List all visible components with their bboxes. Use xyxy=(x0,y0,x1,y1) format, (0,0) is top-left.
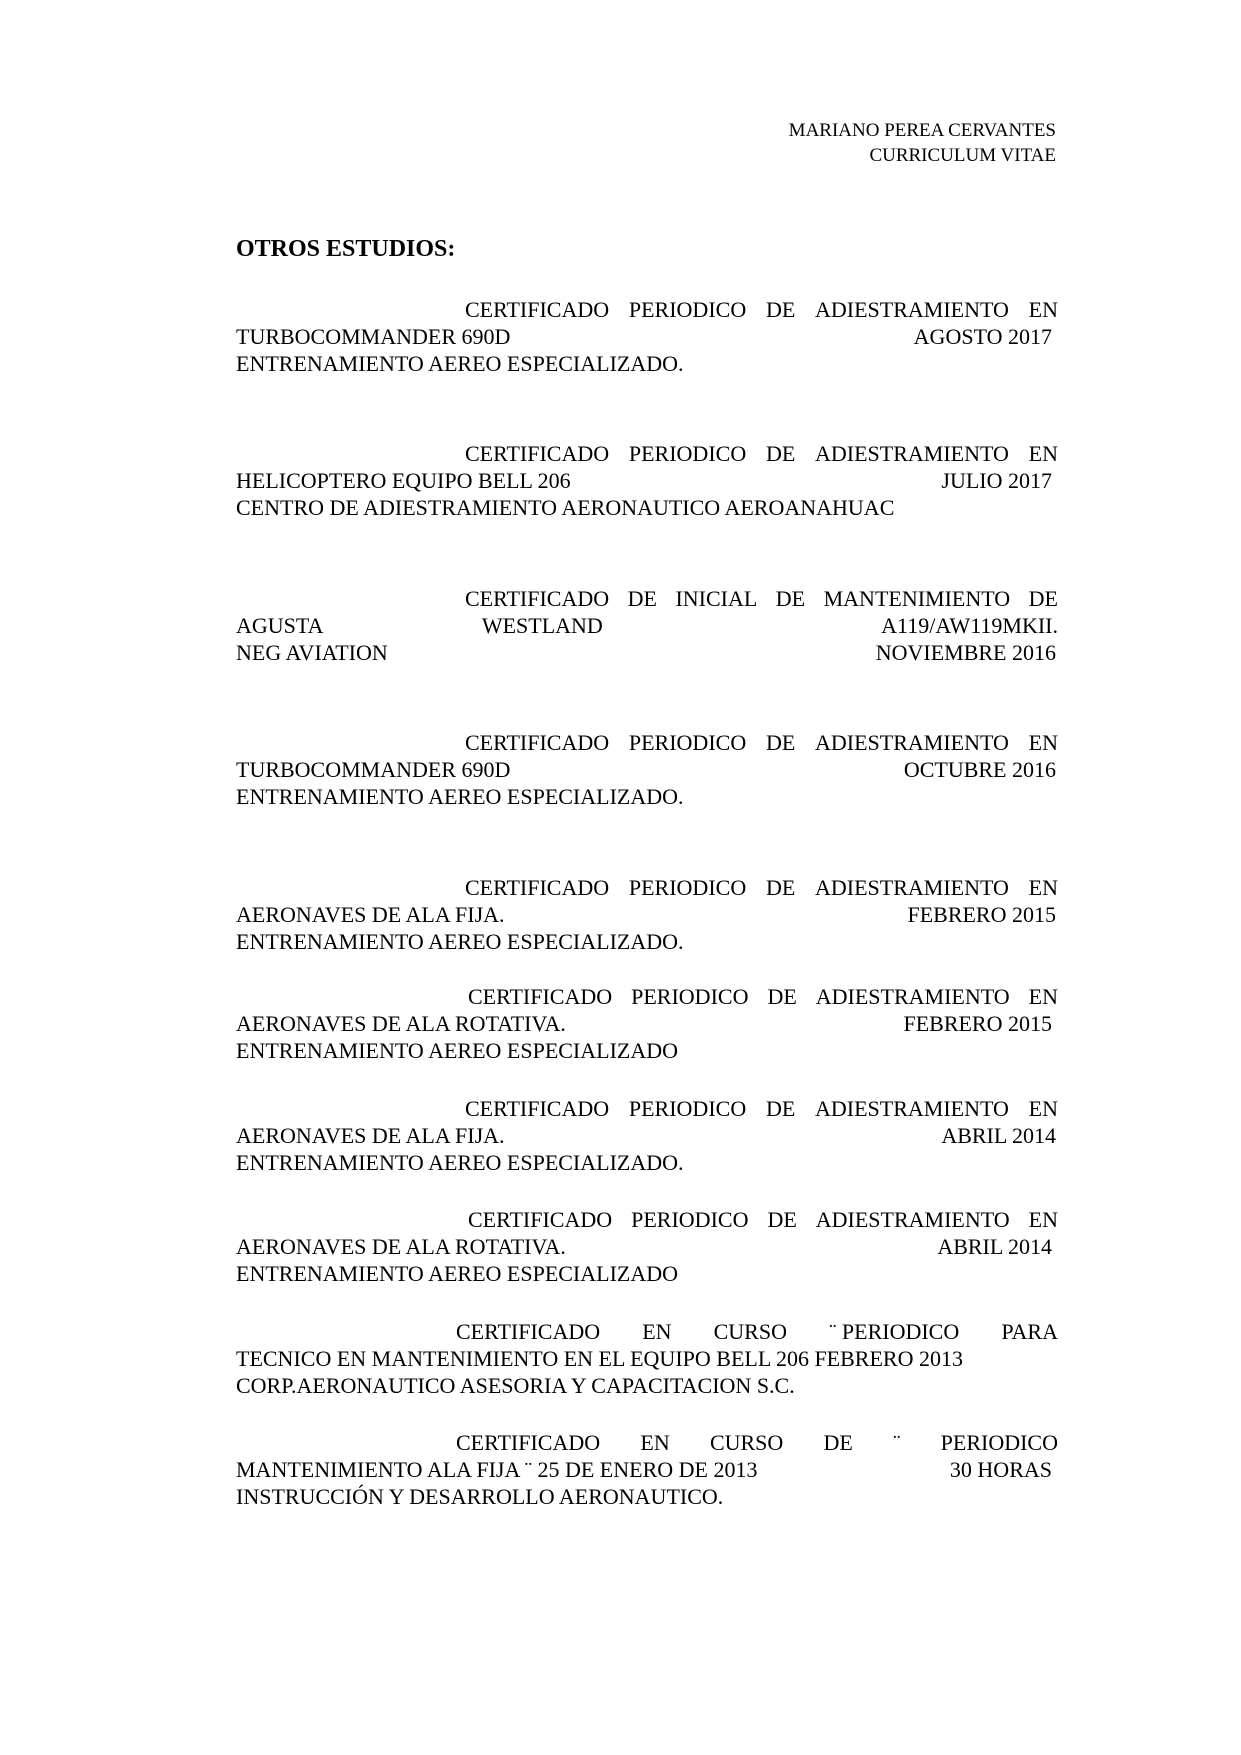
entry-line-3 xyxy=(236,639,1058,666)
study-entry xyxy=(236,983,1058,1064)
institution: ENTRENAMIENTO AEREO ESPECIALIZADO. xyxy=(236,929,684,954)
entry-line-1: CERTIFICADO PERIODICO DE ADIESTRAMIENTO EN xyxy=(468,984,1058,1009)
study-entry xyxy=(236,1429,1058,1510)
entry-line-1: CERTIFICADO EN CURSO ¨ PERIODICO PARA xyxy=(456,1319,1058,1344)
course-date: OCTUBRE 2016 xyxy=(903,757,1056,782)
entry-line-1: CERTIFICADO PERIODICO DE ADIESTRAMIENTO EN xyxy=(465,441,1058,466)
entry-line-2 xyxy=(236,756,1058,783)
course-name: HELICOPTERO EQUIPO BELL 206 xyxy=(236,468,571,493)
course-name: TECNICO EN MANTENIMIENTO EN EL EQUIPO BELL 206 FEBRERO 2013 xyxy=(236,1346,963,1371)
entry-line-1: CERTIFICADO PERIODICO DE ADIESTRAMIENTO EN xyxy=(465,297,1058,322)
entry-line-1: CERTIFICADO PERIODICO DE ADIESTRAMIENTO EN xyxy=(468,1207,1058,1232)
institution: ENTRENAMIENTO AEREO ESPECIALIZADO. xyxy=(236,1150,684,1175)
entry-line-1: CERTIFICADO PERIODICO DE ADIESTRAMIENTO EN xyxy=(465,1096,1058,1121)
institution: ENTRENAMIENTO AEREO ESPECIALIZADO. xyxy=(236,351,684,376)
page-header xyxy=(600,118,1056,168)
institution: ENTRENAMIENTO AEREO ESPECIALIZADO xyxy=(236,1261,679,1286)
entry-line-2 xyxy=(236,467,1058,494)
entry-line-1: CERTIFICADO EN CURSO DE ¨ PERIODICO xyxy=(456,1430,1058,1455)
course-date: AGOSTO 2017 xyxy=(913,324,1052,349)
entry-line-2 xyxy=(236,1233,1058,1260)
course-name: AERONAVES DE ALA FIJA. xyxy=(236,1123,505,1148)
study-entry xyxy=(236,1206,1058,1287)
course-date: JULIO 2017 xyxy=(941,468,1052,493)
study-entry xyxy=(236,874,1058,955)
course-date: ABRIL 2014 xyxy=(941,1123,1056,1148)
entry-line-2 xyxy=(236,612,1058,639)
course-name: AERONAVES DE ALA ROTATIVA. xyxy=(236,1234,566,1259)
course-name: TURBOCOMMANDER 690D xyxy=(236,324,511,349)
entry-line-1: CERTIFICADO DE INICIAL DE MANTENIMIENTO DE xyxy=(465,586,1058,611)
entry-line-2 xyxy=(236,1456,1058,1483)
course-date: FEBRERO 2015 xyxy=(907,902,1056,927)
author-name: MARIANO PEREA CERVANTES xyxy=(788,120,1056,141)
institution: ENTRENAMIENTO AEREO ESPECIALIZADO. xyxy=(236,784,684,809)
course-name: A119/AW119MKII. xyxy=(881,613,1058,638)
course-name: WESTLAND xyxy=(481,613,603,638)
study-entry xyxy=(236,296,1058,377)
document-type: CURRICULUM VITAE xyxy=(869,145,1056,166)
institution: INSTRUCCIÓN Y DESARROLLO AERONAUTICO. xyxy=(236,1484,724,1509)
course-name: TURBOCOMMANDER 690D xyxy=(236,757,511,782)
section-title: OTROS ESTUDIOS: xyxy=(236,236,456,262)
institution: CORP.AERONAUTICO ASESORIA Y CAPACITACION S.C. xyxy=(236,1373,795,1398)
study-entry xyxy=(236,1095,1058,1176)
course-date: NOVIEMBRE 2016 xyxy=(875,640,1056,665)
entry-line-1: CERTIFICADO PERIODICO DE ADIESTRAMIENTO EN xyxy=(465,730,1058,755)
study-entry xyxy=(236,440,1058,521)
course-name: AERONAVES DE ALA FIJA. xyxy=(236,902,505,927)
study-entry xyxy=(236,585,1058,666)
entry-line-1: CERTIFICADO PERIODICO DE ADIESTRAMIENTO EN xyxy=(465,875,1058,900)
course-name: AGUSTA xyxy=(236,613,324,638)
institution: ENTRENAMIENTO AEREO ESPECIALIZADO xyxy=(236,1038,679,1063)
entry-line-2 xyxy=(236,323,1058,350)
course-date: ABRIL 2014 xyxy=(937,1234,1052,1259)
course-name: MANTENIMIENTO ALA FIJA ¨ 25 DE ENERO DE 2013 xyxy=(236,1457,758,1482)
study-entry xyxy=(236,729,1058,810)
entry-line-2 xyxy=(236,901,1058,928)
institution: NEG AVIATION xyxy=(236,640,388,665)
course-date: FEBRERO 2015 xyxy=(903,1011,1052,1036)
course-name: AERONAVES DE ALA ROTATIVA. xyxy=(236,1011,566,1036)
study-entry xyxy=(236,1318,1058,1399)
entry-line-2 xyxy=(236,1122,1058,1149)
entry-line-2 xyxy=(236,1010,1058,1037)
course-hours: 30 HORAS xyxy=(949,1457,1052,1482)
institution: CENTRO DE ADIESTRAMIENTO AERONAUTICO AEROANAHUAC xyxy=(236,495,895,520)
